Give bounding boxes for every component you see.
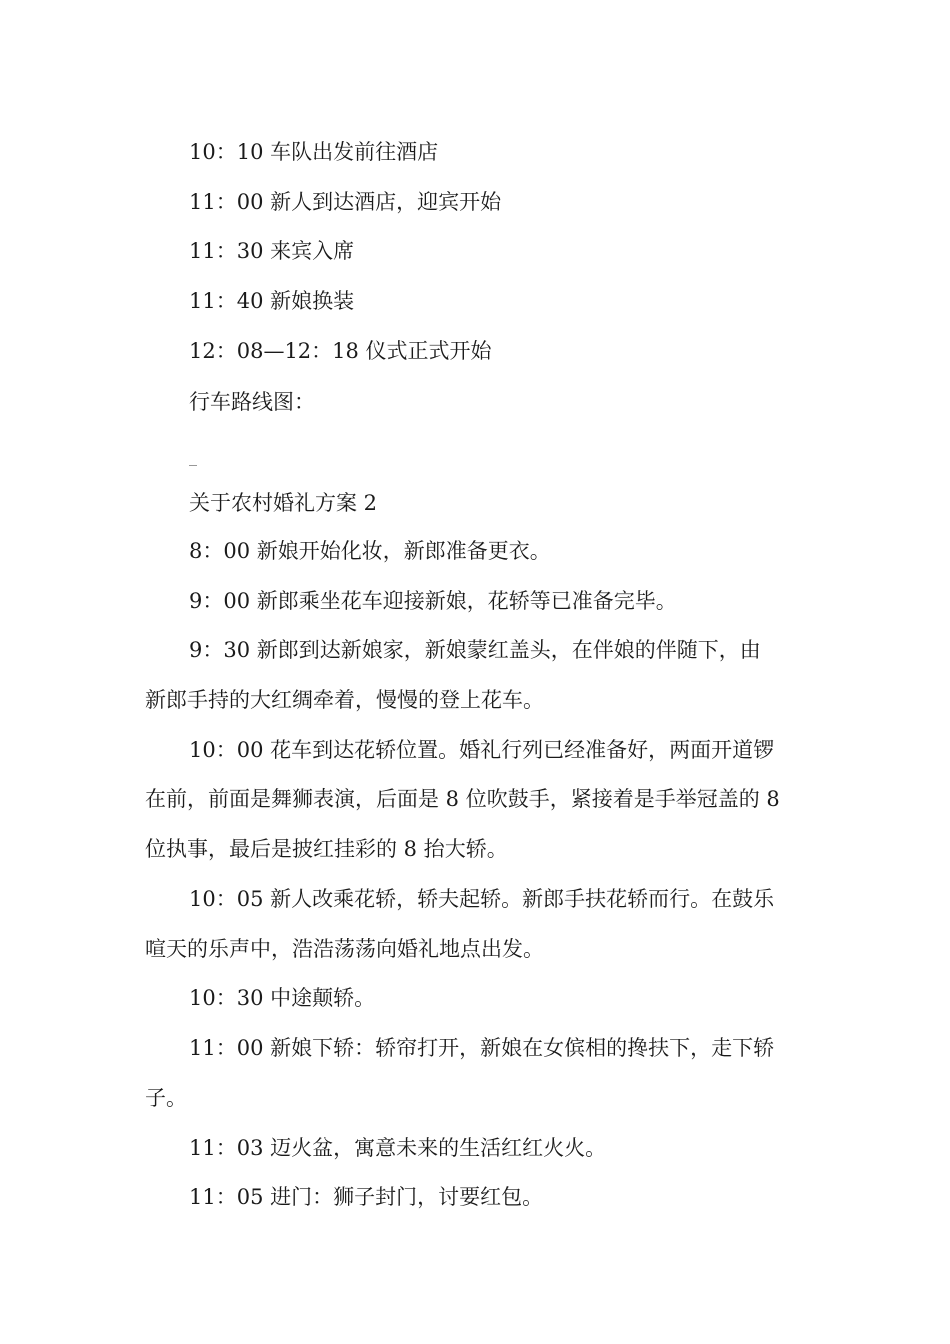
paragraph-line: 新郎手持的大红绸牵着，慢慢的登上花车。 (145, 688, 544, 712)
schedule-line: 12：08—12：18 仪式正式开始 (189, 339, 492, 363)
paragraph-line: 9：30 新郎到达新娘家，新娘蒙红盖头，在伴娘的伴随下，由 (189, 638, 761, 662)
section-title: 关于农村婚礼方案 2 (189, 491, 378, 515)
paragraph-line: 喧天的乐声中，浩浩荡荡向婚礼地点出发。 (145, 937, 544, 961)
schedule-line: 11：40 新娘换装 (189, 289, 355, 313)
schedule-line: 8：00 新娘开始化妆，新郎准备更衣。 (189, 539, 551, 563)
paragraph-line: 位执事，最后是披红挂彩的 8 抬大轿。 (145, 837, 508, 861)
paragraph-line: 在前，前面是舞狮表演，后面是 8 位吹鼓手，紧接着是手举冠盖的 8 (145, 787, 780, 811)
paragraph-line: 10：00 花车到达花轿位置。婚礼行列已经准备好，两面开道锣 (189, 738, 775, 762)
schedule-line: 10：30 中途颠轿。 (189, 986, 376, 1010)
route-map-label: 行车路线图： (189, 390, 315, 414)
schedule-line: 10：10 车队出发前往酒店 (189, 140, 439, 164)
paragraph-line: 10：05 新人改乘花轿，轿夫起轿。新郎手扶花轿而行。在鼓乐 (189, 887, 775, 911)
paragraph-line: 11：00 新娘下轿：轿帘打开，新娘在女傧相的搀扶下，走下轿 (189, 1036, 775, 1060)
schedule-line: 11：05 进门：狮子封门，讨要红包。 (189, 1185, 544, 1209)
schedule-line: 11：03 迈火盆，寓意未来的生活红红火火。 (189, 1136, 607, 1160)
paragraph-line: 子。 (145, 1086, 187, 1110)
placeholder-mark: _ (189, 447, 197, 466)
schedule-line: 11：00 新人到达酒店，迎宾开始 (189, 190, 502, 214)
schedule-line: 9：00 新郎乘坐花车迎接新娘，花轿等已准备完毕。 (189, 589, 677, 613)
schedule-line: 11：30 来宾入席 (189, 239, 355, 263)
